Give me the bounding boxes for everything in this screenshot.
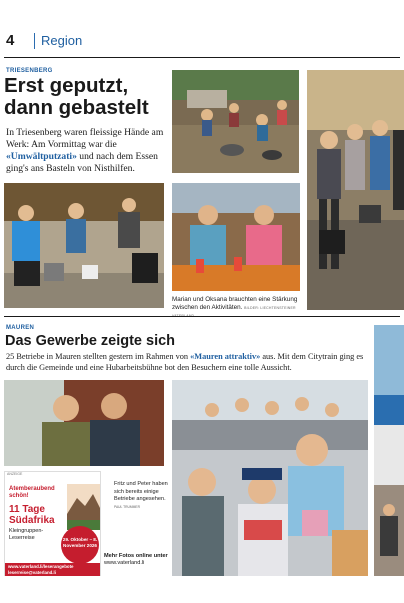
- article1-kicker: TRIESENBERG: [6, 68, 53, 74]
- article2-photo-caption: [114, 481, 170, 511]
- article2-lead-text-2: aus. Mit dem Citytrain ging es durch die Gemeinde und eine Hubarbeitsbühne bot den Besuchern eine tolle Aussicht.: [6, 352, 364, 372]
- page-number: 4: [6, 32, 15, 49]
- header-separator: [34, 33, 35, 49]
- travel-ad[interactable]: [4, 471, 101, 576]
- article1-caption-text: Marian und Oksana brauchten eine Stärkung zwischen den Aktivitäten.: [172, 296, 298, 311]
- section-title: Region: [41, 33, 83, 48]
- article-divider: [4, 316, 400, 317]
- ad-contact-bar: [5, 563, 100, 576]
- photo-playground-cleanup: [172, 70, 299, 173]
- ad-url[interactable]: www.vaterland.li/leserangebote: [8, 564, 74, 569]
- ad-dates-badge: 29. Oktober – 8. November 2026: [61, 526, 99, 564]
- photo-right-edge: [374, 325, 404, 576]
- article1-lead-text-1: In Triesenberg waren fleissige Hände am Werk: Am Vormittag war die: [6, 127, 164, 150]
- more-photos-link[interactable]: www.vaterland.li: [104, 560, 145, 566]
- more-photos-box: [104, 553, 170, 567]
- article2-kicker: MAUREN: [6, 325, 35, 331]
- article2-headline: Das Gewerbe zeigte sich: [5, 333, 176, 349]
- ad-label: ANZEIGE: [7, 472, 23, 476]
- header-rule: [4, 57, 400, 58]
- ad-title: 11 Tage Südafrika: [9, 504, 55, 526]
- article1-photo-credit: BILDER: LIECHTENSTEINER: [244, 306, 296, 310]
- photo-fritz-peter: [4, 380, 164, 466]
- article1-lead-text-2: und nach dem Essen ging's ans Basteln von Nisthilfen.: [6, 151, 158, 174]
- more-photos-title: Mehr Fotos online unter: [104, 553, 168, 559]
- photo-kids-working: [4, 183, 164, 308]
- article1-headline: Erst geputzt, dann gebastelt: [4, 74, 149, 119]
- ad-email[interactable]: leserreise@vaterland.li: [8, 570, 56, 575]
- ad-mountain-image: [67, 484, 100, 530]
- article2-photo-credit: PAUL TRUMMER: [114, 504, 140, 509]
- article2-lead: [6, 352, 374, 373]
- article2-lead-text-1: 25 Betriebe in Mauren stellten gestern im Rahmen von: [6, 352, 191, 361]
- ad-teaser: Atemberaubend schön!: [9, 486, 55, 499]
- photo-marian-oksana: [172, 183, 300, 291]
- article2-caption-text: Fritz und Peter haben sich bereits einige Betriebe angesehen.: [114, 481, 168, 502]
- photo-crowd-kids: [172, 380, 368, 576]
- article1-lead: [6, 127, 166, 175]
- article1-lead-link[interactable]: «Umwältputzati»: [6, 151, 77, 162]
- photo-boy-with-bucket: [307, 70, 404, 310]
- ad-subtitle: Kleingruppen-Leserreise: [9, 528, 44, 541]
- article2-lead-link[interactable]: «Mauren attraktiv»: [190, 352, 261, 361]
